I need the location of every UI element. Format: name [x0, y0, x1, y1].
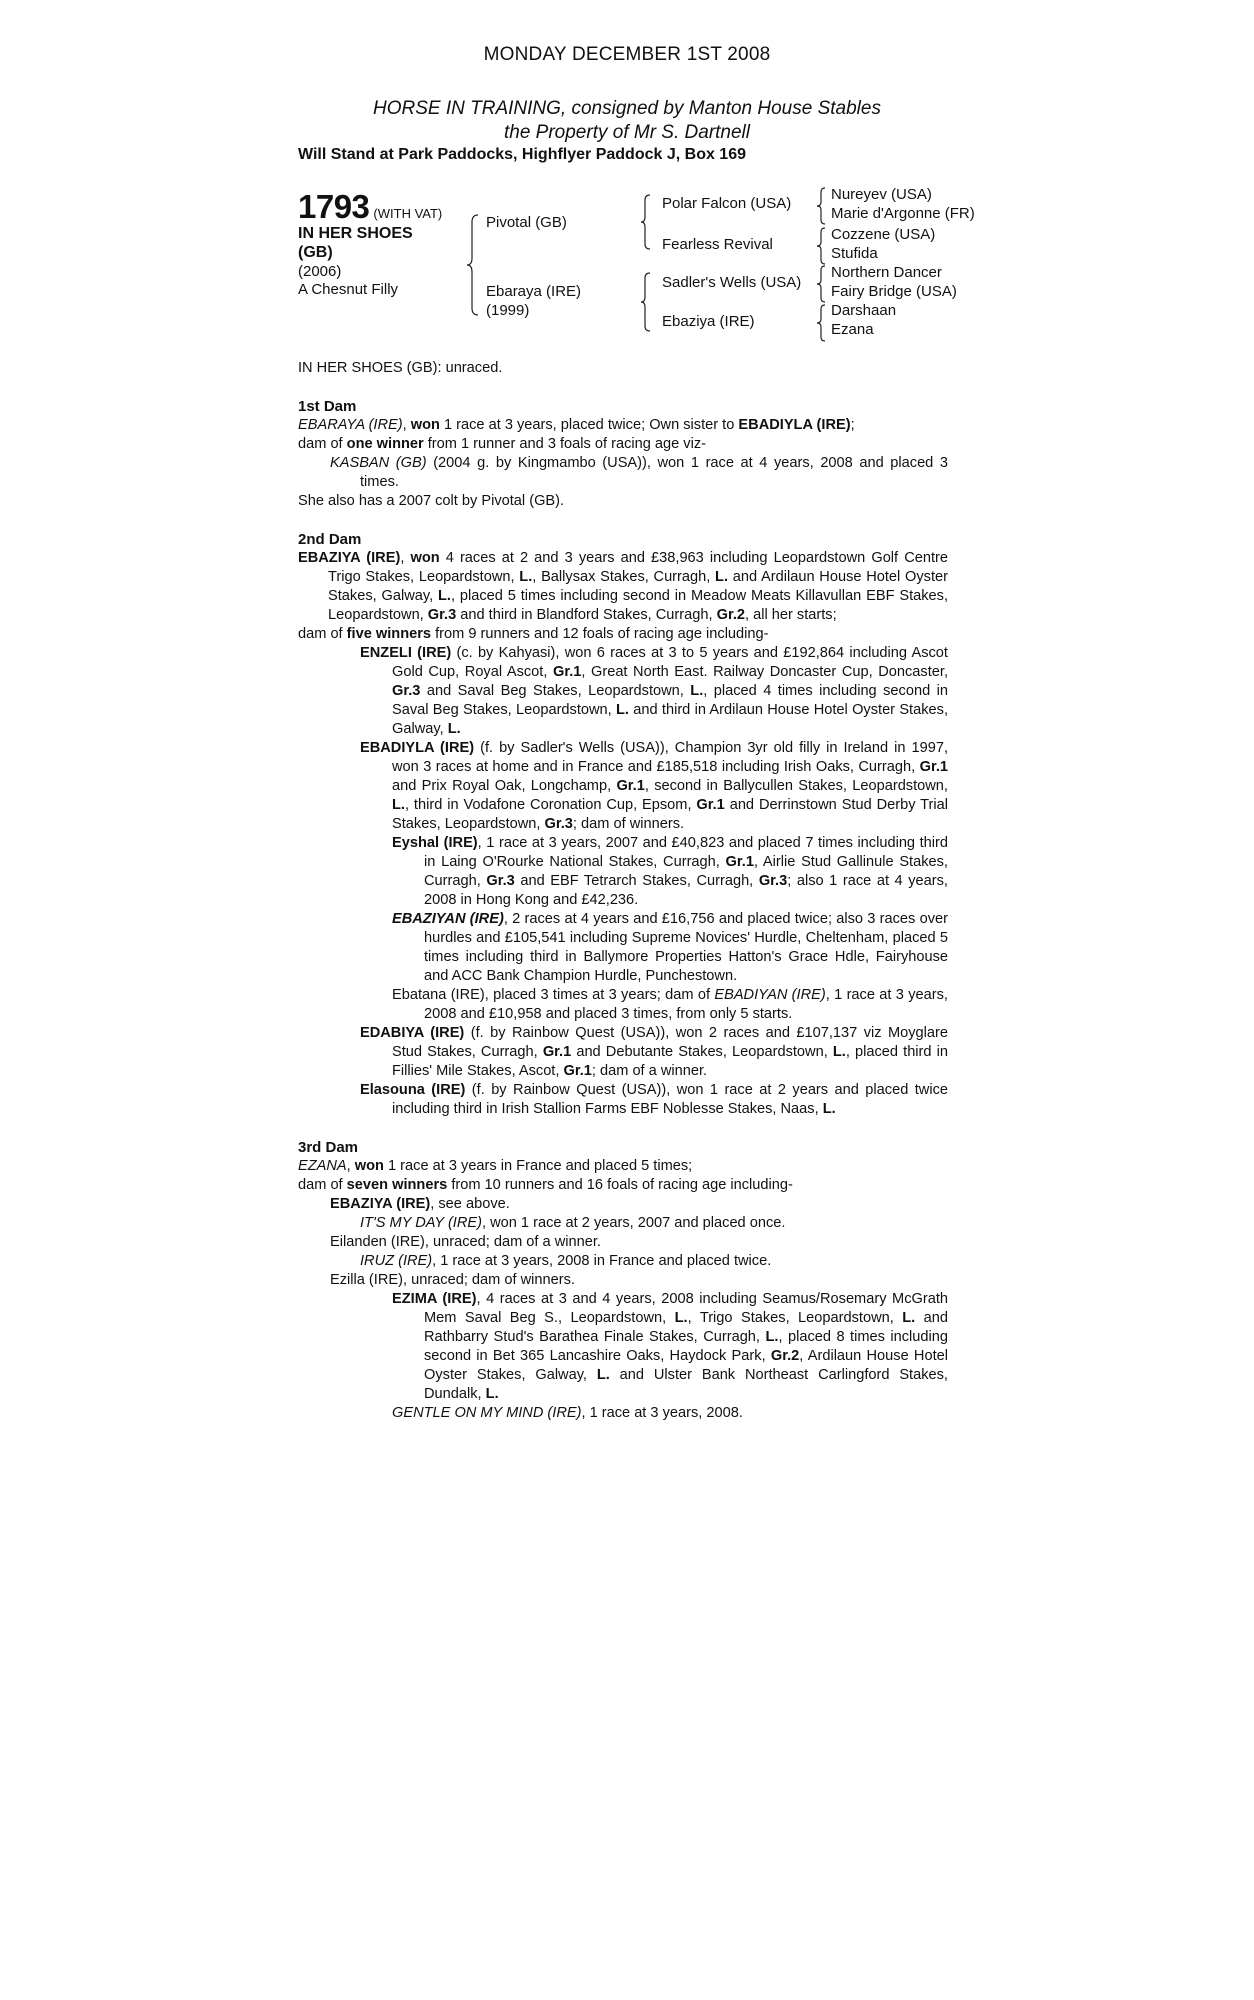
foaling-year: (2006) — [298, 263, 342, 280]
ebatana-entry: Ebatana (IRE), placed 3 times at 3 years; dam of EBADIYAN (IRE), 1 race at 3 years, 2008 and £10,958 and placed 3 times, from only 5 starts. — [392, 987, 948, 1022]
ebadiyla-entry: EBADIYLA (IRE) (f. by Sadler's Wells (USA)), Champion 3yr old filly in Ireland in 1997, won 3 races at home and in France and £185,518 including Irish Oaks, Curragh, Gr.1 and Prix Royal Oak, Longchamp, Gr.1, second in Ballycullen Stakes, Leopardstown, L., third in Vodafone Coronation Cup, Epsom, Gr.1 and Derrinstown Stud Derby Trial Stakes, Leopardstown, Gr.3; dam of winners. — [360, 740, 948, 832]
pedigree-brace-g2 — [816, 227, 826, 265]
ezilla-entry: Ezilla (IRE), unraced; dam of winners. — [330, 1272, 575, 1288]
vat-note: (WITH VAT) — [373, 206, 443, 221]
kasban-entry: KASBAN (GB) (2004 g. by Kingmambo (USA)), won 1 race at 4 years, 2008 and placed 3 times. — [330, 455, 949, 490]
pedigree-brace-main — [466, 214, 480, 316]
pedigree-dam-dam: Ebaziya (IRE) — [662, 313, 755, 330]
first-dam-entry: EBARAYA (IRE), won 1 race at 3 years, placed twice; Own sister to EBADIYLA (IRE); — [298, 417, 855, 433]
second-dam-heading: 2nd Dam — [298, 531, 362, 548]
pedigree-g1: Nureyev (USA) — [831, 186, 932, 203]
ezana-entry: EZANA, won 1 race at 3 years in France and placed 5 times; — [298, 1158, 693, 1174]
ebaziya-ref: EBAZIYA (IRE), see above. — [330, 1196, 510, 1212]
stand-location: Will Stand at Park Paddocks, Highflyer Paddock J, Box 169 — [298, 146, 746, 163]
second-dam-produce: dam of five winners from 9 runners and 12 foals of racing age including- — [298, 626, 769, 642]
enzeli-entry: ENZELI (IRE) (c. by Kahyasi), won 6 races at 3 to 5 years and £192,864 including Ascot Gold Cup, Royal Ascot, Gr.1, Great North East. Railway Doncaster Cup, Doncaster, Gr.3 and Saval Beg Stakes, Leopardstown, L., placed 4 times including second in Saval Beg Stakes, Leopardstown, L. and third in Ardilaun House Hotel Oyster Stakes, Galway, L. — [360, 645, 948, 737]
third-dam-produce: dam of seven winners from 10 runners and 16 foals of racing age including- — [298, 1177, 793, 1193]
pedigree-g2: Marie d'Argonne (FR) — [831, 205, 975, 222]
intro-line: IN HER SHOES (GB): unraced. — [298, 360, 503, 376]
ebaziyan-entry: EBAZIYAN (IRE), 2 races at 4 years and £16,756 and placed twice; also 3 races over hurdles and £105,541 including Supreme Novices' Hurdle, Cheltenham, placed 5 times including third in Ballymore Properties Hatton's Grace Hdle, Fairyhouse and ACC Bank Champion Hurdle, Punchestown. — [392, 911, 948, 984]
pedigree-g5: Northern Dancer — [831, 264, 942, 281]
first-dam-produce: dam of one winner from 1 runner and 3 foals of racing age viz- — [298, 436, 706, 452]
pedigree-brace-g3 — [816, 265, 826, 303]
sale-date: MONDAY DECEMBER 1ST 2008 — [483, 44, 771, 65]
elasouna-entry: Elasouna (IRE) (f. by Rainbow Quest (USA)), won 1 race at 2 years and placed twice including third in Irish Stallion Farms EBF Noblesse Stakes, Naas, L. — [360, 1082, 948, 1117]
horse-name — [298, 224, 448, 262]
iruz-entry: IRUZ (IRE), 1 race at 3 years, 2008 in France and placed twice. — [360, 1253, 772, 1269]
first-dam-heading: 1st Dam — [298, 398, 357, 415]
pedigree-sire-sire: Polar Falcon (USA) — [662, 195, 792, 212]
catalogue-body — [298, 359, 948, 1423]
eilanden-entry: Eilanden (IRE), unraced; dam of a winner. — [330, 1234, 601, 1250]
consignor-line: HORSE IN TRAINING, consigned by Manton House Stables — [373, 98, 881, 119]
pedigree-brace-g4 — [816, 304, 826, 342]
horse-description: A Chesnut Filly — [298, 281, 399, 298]
pedigree-g4: Stufida — [831, 245, 878, 262]
pedigree-g3: Cozzene (USA) — [831, 226, 936, 243]
consignment-info — [0, 97, 1254, 145]
pedigree-g7: Darshaan — [831, 302, 897, 319]
ebaziya-entry: EBAZIYA (IRE), won 4 races at 2 and 3 years and £38,963 including Leopardstown Golf Centre Trigo Stakes, Leopardstown, L., Ballysax Stakes, Curragh, L. and Ardilaun House Hotel Oyster Stakes, Galway, L., placed 5 times including second in Meadow Meats Killavullan EBF Stakes, Leopardstown, Gr.3 and third in Blandford Stakes, Curragh, Gr.2, all her starts; — [298, 550, 948, 623]
pedigree-g6: Fairy Bridge (USA) — [831, 283, 957, 300]
first-dam-also: She also has a 2007 colt by Pivotal (GB). — [298, 493, 565, 509]
owner-line: the Property of Mr S. Dartnell — [503, 122, 751, 143]
eyshal-entry: Eyshal (IRE), 1 race at 3 years, 2007 and £40,823 and placed 7 times including third in Laing O'Rourke National Stakes, Curragh, Gr.1, Airlie Stud Gallinule Stakes, Curragh, Gr.3 and EBF Tetrarch Stakes, Curragh, Gr.3; also 1 race at 4 years, 2008 in Hong Kong and £42,236. — [392, 835, 948, 908]
pedigree-sire-dam: Fearless Revival — [662, 236, 773, 253]
third-dam-heading: 3rd Dam — [298, 1139, 359, 1156]
pedigree-dam-year: (1999) — [486, 302, 530, 319]
edabiya-entry: EDABIYA (IRE) (f. by Rainbow Quest (USA)), won 2 races and £107,137 viz Moyglare Stud Stakes, Curragh, Gr.1 and Debutante Stakes, Leopardstown, L., placed third in Fillies' Mile Stakes, Ascot, Gr.1; dam of a winner. — [360, 1025, 948, 1079]
horse-name-line1: IN HER SHOES — [298, 225, 413, 242]
horse-name-line2: (GB) — [298, 244, 333, 261]
pedigree-sire: Pivotal (GB) — [486, 214, 567, 231]
pedigree-g8: Ezana — [831, 321, 874, 338]
pedigree-brace-sire — [640, 194, 652, 250]
pedigree-brace-dam — [640, 272, 652, 332]
lot-number: 1793 — [298, 188, 370, 225]
gentle-entry: GENTLE ON MY MIND (IRE), 1 race at 3 years, 2008. — [392, 1405, 743, 1421]
pedigree-dam: Ebaraya (IRE) — [486, 283, 582, 300]
ezima-entry: EZIMA (IRE), 4 races at 3 and 4 years, 2008 including Seamus/Rosemary McGrath Mem Saval Beg S., Leopardstown, L., Trigo Stakes, Leopardstown, L. and Rathbarry Stud's Barathea Finale Stakes, Curragh, L., placed 8 times including second in Bet 365 Lancashire Oaks, Haydock Park, Gr.2, Ardilaun House Hotel Oyster Stakes, Galway, L. and Ulster Bank Northeast Carlingford Stakes, Dundalk, L. — [392, 1291, 949, 1402]
pedigree-brace-g1 — [816, 187, 826, 225]
lot-number-block — [298, 188, 442, 226]
pedigree-dam-sire: Sadler's Wells (USA) — [662, 274, 802, 291]
itsmyday-entry: IT'S MY DAY (IRE), won 1 race at 2 years, 2007 and placed once. — [360, 1215, 786, 1231]
